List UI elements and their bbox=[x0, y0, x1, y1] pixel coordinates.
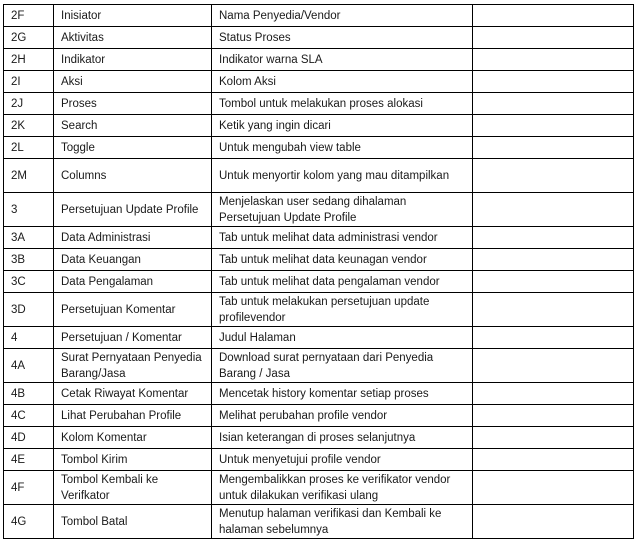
row-code: 2K bbox=[4, 115, 54, 137]
row-name: Cetak Riwayat Komentar bbox=[54, 383, 212, 405]
table-row bbox=[4, 159, 634, 193]
row-code: 4E bbox=[4, 449, 54, 471]
row-description: Status Proses bbox=[212, 27, 473, 49]
row-notes bbox=[473, 49, 634, 71]
row-code: 4D bbox=[4, 427, 54, 449]
row-notes bbox=[473, 427, 634, 449]
row-code: 4G bbox=[4, 505, 54, 539]
table-row bbox=[4, 27, 634, 49]
row-description: Isian keterangan di proses selanjutnya bbox=[212, 427, 473, 449]
row-notes bbox=[473, 137, 634, 159]
table-row bbox=[4, 271, 634, 293]
row-description: Untuk menyetujui profile vendor bbox=[212, 449, 473, 471]
row-description: Tab untuk melihat data pengalaman vendor bbox=[212, 271, 473, 293]
row-notes bbox=[473, 327, 634, 349]
row-description: Judul Halaman bbox=[212, 327, 473, 349]
row-notes bbox=[473, 449, 634, 471]
row-name: Lihat Perubahan Profile bbox=[54, 405, 212, 427]
row-name: Indikator bbox=[54, 49, 212, 71]
table-row bbox=[4, 471, 634, 505]
row-code: 3A bbox=[4, 227, 54, 249]
table-row bbox=[4, 293, 634, 327]
row-name: Inisiator bbox=[54, 5, 212, 27]
row-name: Tombol Batal bbox=[54, 505, 212, 539]
row-notes bbox=[473, 383, 634, 405]
row-description: Nama Penyedia/Vendor bbox=[212, 5, 473, 27]
component-description-table bbox=[3, 4, 634, 539]
table-row bbox=[4, 427, 634, 449]
row-code: 3B bbox=[4, 249, 54, 271]
row-name: Tombol Kirim bbox=[54, 449, 212, 471]
table-row bbox=[4, 93, 634, 115]
row-notes bbox=[473, 505, 634, 539]
row-notes bbox=[473, 293, 634, 327]
row-description: Tab untuk melihat data administrasi vendor bbox=[212, 227, 473, 249]
row-description: Tab untuk melihat data keunagan vendor bbox=[212, 249, 473, 271]
row-description: Untuk mengubah view table bbox=[212, 137, 473, 159]
row-description: Menutup halaman verifikasi dan Kembali ke halaman sebelumnya bbox=[212, 505, 473, 539]
table-row bbox=[4, 227, 634, 249]
row-notes bbox=[473, 5, 634, 27]
row-notes bbox=[473, 93, 634, 115]
row-notes bbox=[473, 405, 634, 427]
row-name: Data Keuangan bbox=[54, 249, 212, 271]
row-description: Tombol untuk melakukan proses alokasi bbox=[212, 93, 473, 115]
row-name: Kolom Komentar bbox=[54, 427, 212, 449]
row-code: 4A bbox=[4, 349, 54, 383]
table-row bbox=[4, 383, 634, 405]
row-name: Data Administrasi bbox=[54, 227, 212, 249]
row-description: Untuk menyortir kolom yang mau ditampilkan bbox=[212, 159, 473, 193]
row-code: 2I bbox=[4, 71, 54, 93]
table-row bbox=[4, 71, 634, 93]
row-notes bbox=[473, 227, 634, 249]
table-row bbox=[4, 137, 634, 159]
row-description: Kolom Aksi bbox=[212, 71, 473, 93]
row-code: 3C bbox=[4, 271, 54, 293]
row-code: 2J bbox=[4, 93, 54, 115]
row-code: 2G bbox=[4, 27, 54, 49]
table-row bbox=[4, 505, 634, 539]
row-notes bbox=[473, 71, 634, 93]
row-code: 3 bbox=[4, 193, 54, 227]
row-code: 2L bbox=[4, 137, 54, 159]
table-row bbox=[4, 115, 634, 137]
row-name: Tombol Kembali ke Verifkator bbox=[54, 471, 212, 505]
table-row bbox=[4, 449, 634, 471]
row-notes bbox=[473, 471, 634, 505]
row-code: 3D bbox=[4, 293, 54, 327]
row-name: Aktivitas bbox=[54, 27, 212, 49]
row-code: 2F bbox=[4, 5, 54, 27]
table-row bbox=[4, 249, 634, 271]
table-row bbox=[4, 349, 634, 383]
row-name: Columns bbox=[54, 159, 212, 193]
row-code: 4F bbox=[4, 471, 54, 505]
table-row bbox=[4, 327, 634, 349]
row-name: Persetujuan Update Profile bbox=[54, 193, 212, 227]
row-name: Persetujuan / Komentar bbox=[54, 327, 212, 349]
row-notes bbox=[473, 249, 634, 271]
row-description: Tab untuk melakukan persetujuan update profilevendor bbox=[212, 293, 473, 327]
row-name: Toggle bbox=[54, 137, 212, 159]
row-name: Data Pengalaman bbox=[54, 271, 212, 293]
row-description: Download surat pernyataan dari Penyedia Barang / Jasa bbox=[212, 349, 473, 383]
row-notes bbox=[473, 193, 634, 227]
table-row bbox=[4, 193, 634, 227]
row-notes bbox=[473, 115, 634, 137]
row-notes bbox=[473, 349, 634, 383]
row-name: Proses bbox=[54, 93, 212, 115]
row-name: Search bbox=[54, 115, 212, 137]
row-notes bbox=[473, 159, 634, 193]
row-name: Persetujuan Komentar bbox=[54, 293, 212, 327]
row-notes bbox=[473, 27, 634, 49]
table-row bbox=[4, 405, 634, 427]
row-description: Mencetak history komentar setiap proses bbox=[212, 383, 473, 405]
row-description: Ketik yang ingin dicari bbox=[212, 115, 473, 137]
row-code: 4B bbox=[4, 383, 54, 405]
row-name: Aksi bbox=[54, 71, 212, 93]
row-description: Menjelaskan user sedang dihalaman Persetujuan Update Profile bbox=[212, 193, 473, 227]
row-name: Surat Pernyataan Penyedia Barang/Jasa bbox=[54, 349, 212, 383]
row-code: 2H bbox=[4, 49, 54, 71]
table-row bbox=[4, 5, 634, 27]
row-description: Mengembalikkan proses ke verifikator vendor untuk dilakukan verifikasi ulang bbox=[212, 471, 473, 505]
row-notes bbox=[473, 271, 634, 293]
row-code: 2M bbox=[4, 159, 54, 193]
row-description: Indikator warna SLA bbox=[212, 49, 473, 71]
table-body bbox=[4, 5, 634, 539]
row-code: 4C bbox=[4, 405, 54, 427]
row-code: 4 bbox=[4, 327, 54, 349]
row-description: Melihat perubahan profile vendor bbox=[212, 405, 473, 427]
table-row bbox=[4, 49, 634, 71]
